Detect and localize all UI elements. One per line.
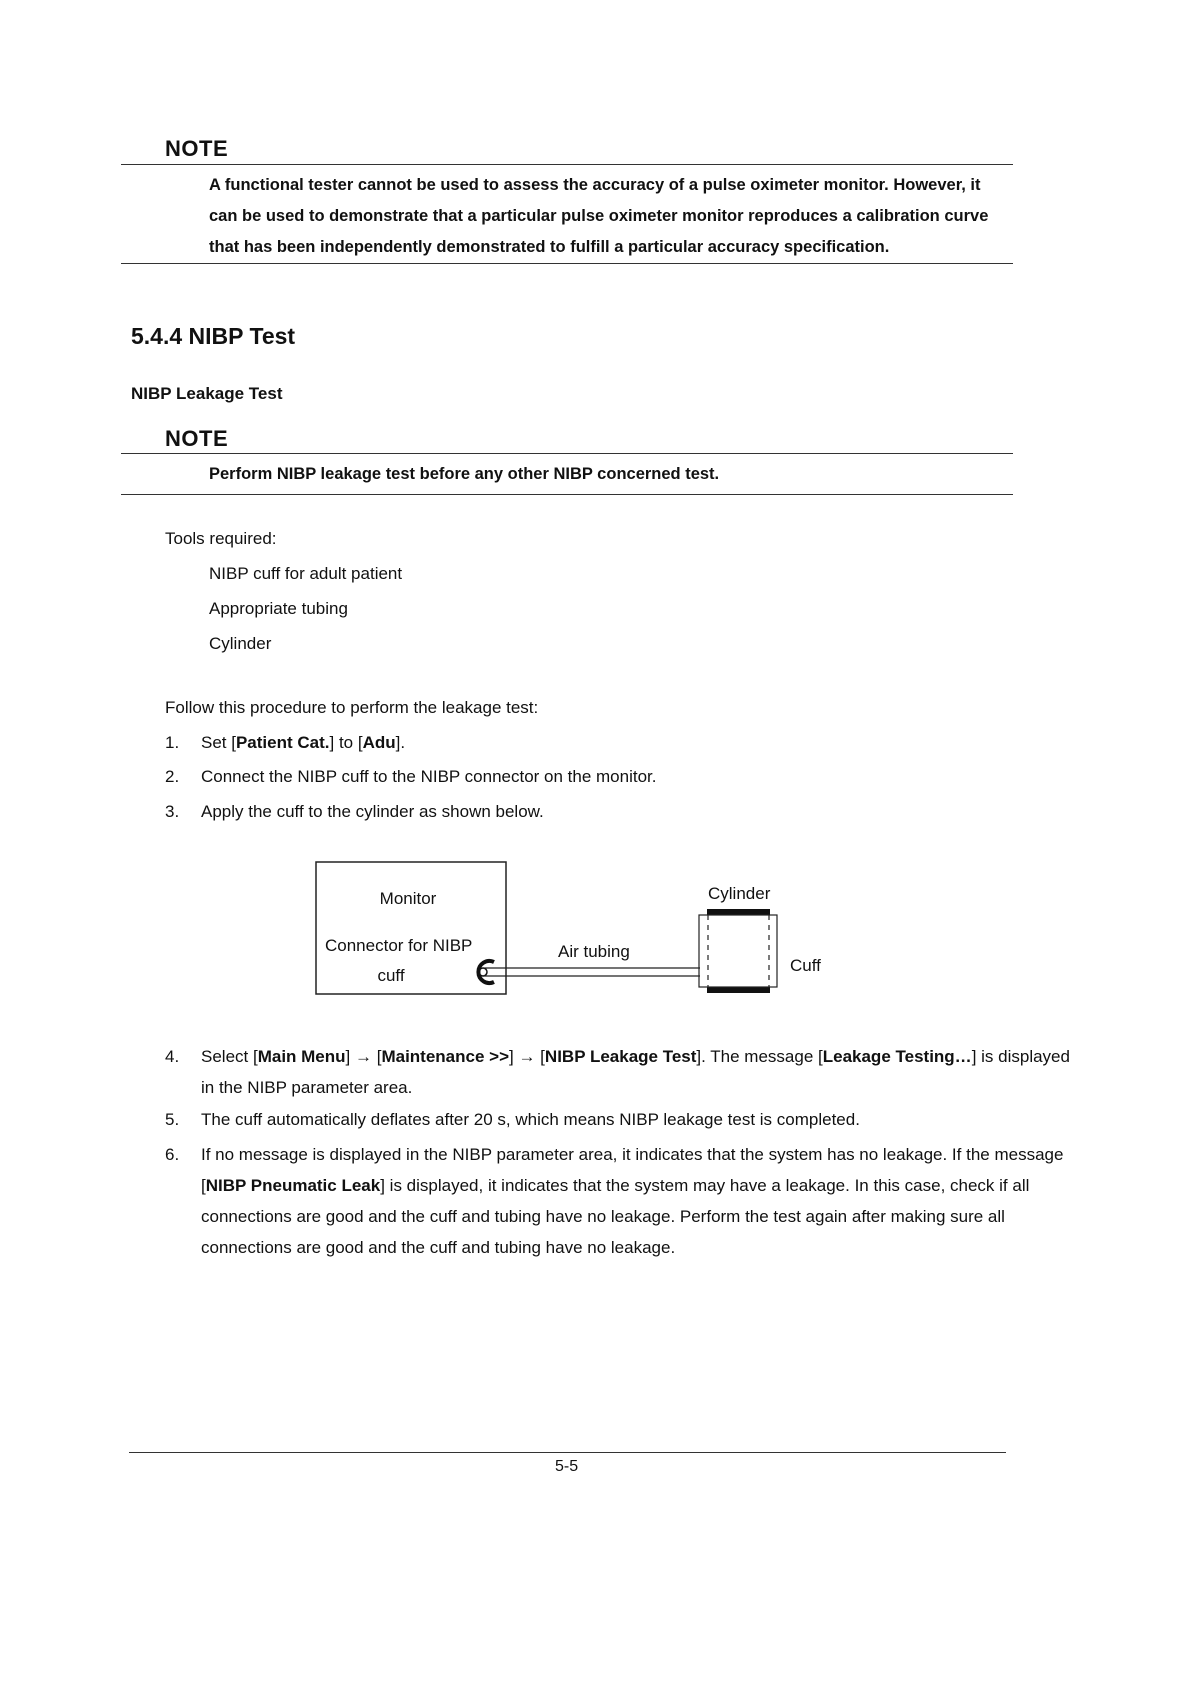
tools-heading: Tools required:: [165, 529, 277, 548]
note-title: NOTE: [165, 426, 229, 451]
cuff-wrap: [699, 915, 777, 987]
note-text: Perform NIBP leakage test before any other NIBP concerned test.: [209, 465, 720, 483]
procedure-intro: Follow this procedure to perform the leakage test:: [165, 698, 539, 717]
cylinder-bottom: [707, 987, 770, 993]
step-number: 6.: [165, 1145, 180, 1164]
monitor-label: Monitor: [379, 889, 437, 908]
footer-rule: [129, 1452, 1006, 1453]
section-title: 5.4.4 NIBP Test: [131, 323, 296, 349]
cuff-label: Cuff: [790, 956, 821, 975]
step-text: If no message is displayed in the NIBP parameter area, it indicates that the system has no leakage. If the message [NIBP Pneumatic Leak] is displayed, it indicates that the system may have a leakage. In this case, check if all connections are good and the cuff and tubing have no leakage. Perform the test again after making sure all connections are good and the cuff and tubing have no leakage.: [201, 1145, 1064, 1257]
step-text: The cuff automatically deflates after 20 s, which means NIBP leakage test is completed.: [201, 1110, 860, 1129]
note-title: NOTE: [165, 136, 229, 161]
step-number: 1.: [165, 733, 180, 752]
page-number: 5-5: [555, 1458, 579, 1475]
step-text: Apply the cuff to the cylinder as shown below.: [201, 802, 544, 821]
step-number: 5.: [165, 1110, 180, 1129]
note-text: A functional tester cannot be used to assess the accuracy of a pulse oximeter monitor. However, it can be used to demonstrate that a particular pulse oximeter monitor reproduces a calibration curve that has been independently demonstrated to fulfill a particular accuracy specification.: [209, 176, 989, 256]
subsection-title: NIBP Leakage Test: [131, 384, 283, 403]
connector-icon: [478, 961, 494, 983]
connector-label: Connector for NIBP: [325, 936, 473, 955]
step-number: 4.: [165, 1047, 180, 1066]
air-tubing-label: Air tubing: [558, 942, 630, 961]
step-text: Connect the NIBP cuff to the NIBP connector on the monitor.: [201, 767, 657, 786]
step-number: 2.: [165, 767, 180, 786]
step-number: 3.: [165, 802, 180, 821]
step-text: Select [Main Menu] → [Maintenance >>] → [NIBP Leakage Test]. The message [Leakage Testing…] is displayed in the NIBP parameter area.: [201, 1047, 1070, 1097]
cylinder-top: [707, 909, 770, 915]
tool-item: NIBP cuff for adult patient: [209, 564, 403, 583]
cylinder-label: Cylinder: [708, 884, 771, 903]
connector-label: cuff: [377, 966, 405, 985]
step-text: Set [Patient Cat.] to [Adu].: [201, 733, 406, 752]
tool-item: Appropriate tubing: [209, 599, 348, 618]
tool-item: Cylinder: [209, 634, 272, 653]
